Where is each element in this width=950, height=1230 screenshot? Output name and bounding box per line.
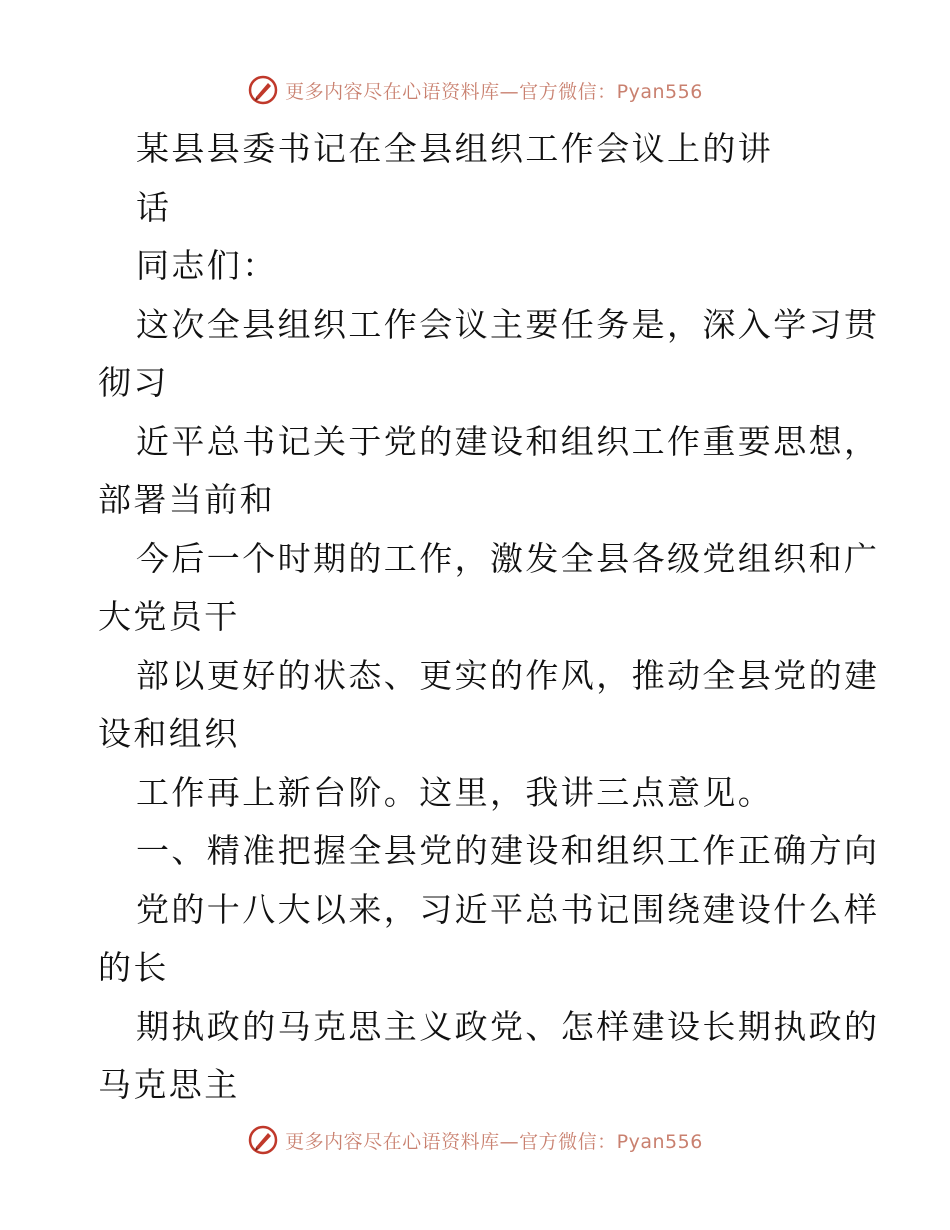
paragraph-line: 近平总书记关于党的建设和组织工作重要思想， [136,421,880,461]
paragraph-line: 工作再上新台阶。这里，我讲三点意见。 [136,772,774,812]
paragraph-line: 彻习 [98,363,169,402]
paragraph-line: 期执政的马克思主义政党、怎样建设长期执政的 [136,1006,880,1046]
document-body [98,120,880,1115]
header-banner [0,70,950,110]
salutation: 同志们： [136,246,278,285]
paragraph-line: 大党员干 [98,597,240,636]
pen-logo-icon [247,1124,279,1156]
footer-banner [0,1120,950,1160]
paragraph-line: 部署当前和 [98,480,275,519]
header-banner-text: 更多内容尽在心语资料库—官方微信：Pyan556 [285,80,703,103]
paragraph-line: 的长 [98,948,169,987]
paragraph-line: 设和组织 [98,714,240,753]
paragraph-line: 部以更好的状态、更实的作风，推动全县党的建 [136,655,880,695]
title-line-2: 话 [136,187,172,227]
paragraph-line: 党的十八大以来，习近平总书记围绕建设什么样 [136,889,880,929]
paragraph-line: 这次全县组织工作会议主要任务是，深入学习贯 [136,304,880,344]
paragraph-line: 马克思主 [98,1065,240,1104]
title-line-1: 某县县委书记在全县组织工作会议上的讲 [136,129,774,168]
footer-banner-text: 更多内容尽在心语资料库—官方微信：Pyan556 [285,1130,703,1153]
pen-logo-icon [247,74,279,106]
section-heading: 一、精准把握全县党的建设和组织工作正确方向 [136,831,880,870]
paragraph-line: 今后一个时期的工作，激发全县各级党组织和广 [136,538,880,578]
